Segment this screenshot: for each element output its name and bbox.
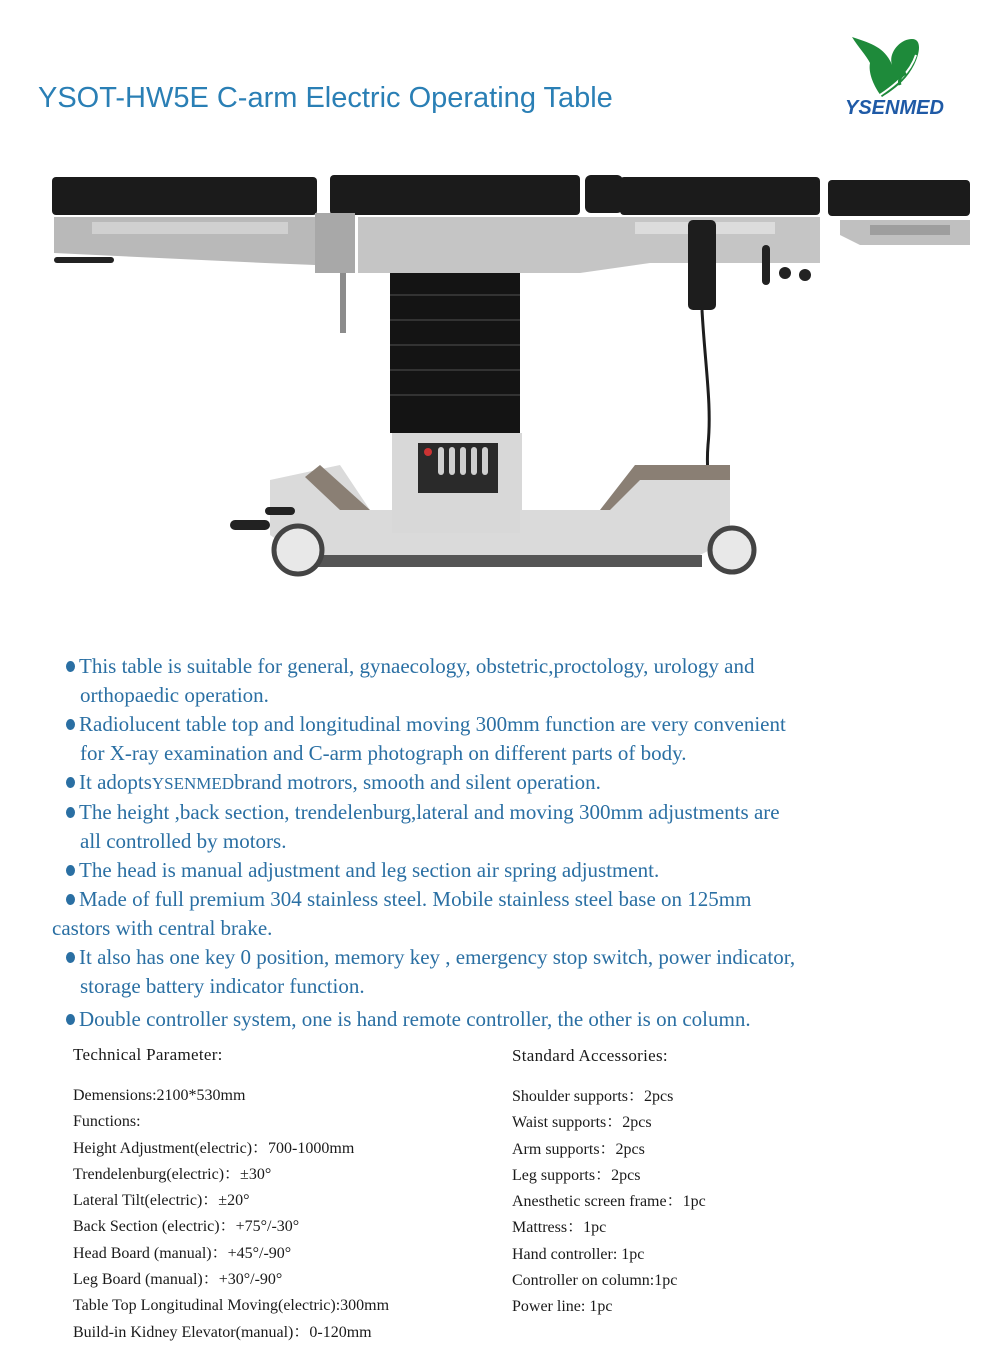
- feature-item: The head is manual adjustment and leg section air spring adjustment.: [66, 856, 976, 885]
- feature-list: [52, 652, 976, 1034]
- parameter-row: Head Board (manual)：+45°/-90°: [73, 1244, 292, 1262]
- brand-inline: YSENMED: [151, 774, 235, 793]
- feature-item: Radiolucent table top and longitudinal moving 300mm function are very convenient for X-ray examination and C-arm photograph on different parts of body.: [66, 710, 976, 768]
- accessory-row: Hand controller: 1pc: [512, 1245, 645, 1263]
- accessory-row: Anesthetic screen frame：1pc: [512, 1193, 706, 1211]
- brand-name: YSENMED: [845, 97, 944, 119]
- parameter-row: Build-in Kidney Elevator(manual)：0-120mm: [73, 1323, 372, 1341]
- feature-item: It also has one key 0 position, memory key , emergency stop switch, power indicator, storage battery indicator function.: [66, 943, 976, 1001]
- accessory-row: Waist supports：2pcs: [512, 1114, 652, 1132]
- accessory-row: Power line: 1pc: [512, 1298, 613, 1316]
- bullet-icon: [66, 1014, 75, 1025]
- parameter-row: Table Top Longitudinal Moving(electric):300mm: [73, 1297, 390, 1315]
- feature-item: Double controller system, one is hand remote controller, the other is on column.: [66, 1005, 976, 1034]
- page-title: YSOT-HW5E C-arm Electric Operating Table: [38, 82, 613, 114]
- parameter-row: Lateral Tilt(electric)：±20°: [73, 1192, 250, 1210]
- parameter-row: Height Adjustment(electric)：700-1000mm: [73, 1139, 355, 1157]
- bullet-icon: [66, 952, 75, 963]
- parameter-row: Functions:: [73, 1113, 141, 1131]
- technical-parameter-section: [73, 1045, 389, 1346]
- accessory-row: Arm supports：2pcs: [512, 1140, 645, 1158]
- feature-item: It adoptsYSENMEDbrand motrors, smooth and silent operation.: [66, 768, 976, 798]
- parameter-row: Trendelenburg(electric)：±30°: [73, 1165, 272, 1183]
- standard-accessories-heading: Standard Accessories:: [512, 1046, 668, 1065]
- technical-parameter-heading: Technical Parameter:: [73, 1045, 223, 1064]
- accessory-row: Controller on column:1pc: [512, 1272, 678, 1290]
- accessory-row: Shoulder supports：2pcs: [512, 1088, 674, 1105]
- feature-item: Made of full premium 304 stainless steel. Mobile stainless steel base on 125mm castors with central brake.: [52, 887, 752, 940]
- bullet-icon: [66, 865, 75, 876]
- parameter-row: Leg Board (manual)：+30°/-90°: [73, 1271, 283, 1289]
- bullet-icon: [66, 894, 75, 905]
- bullet-icon: [66, 807, 75, 818]
- parameter-row: Back Section (electric)：+75°/-30°: [73, 1218, 300, 1236]
- feature-item: The height ,back section, trendelenburg,lateral and moving 300mm adjustments are all controlled by motors.: [66, 798, 976, 856]
- bullet-icon: [66, 777, 75, 788]
- accessory-row: Mattress：1pc: [512, 1219, 607, 1237]
- bullet-icon: [66, 719, 75, 730]
- feature-item: This table is suitable for general, gynaecology, obstetric,proctology, urology and orthopaedic operation.: [66, 652, 976, 710]
- accessory-row: Leg supports：2pcs: [512, 1166, 641, 1184]
- standard-accessories-section: [512, 1046, 706, 1321]
- operating-table-image: [40, 165, 990, 605]
- parameter-row: Demensions:2100*530mm: [73, 1087, 246, 1104]
- bullet-icon: [66, 661, 75, 672]
